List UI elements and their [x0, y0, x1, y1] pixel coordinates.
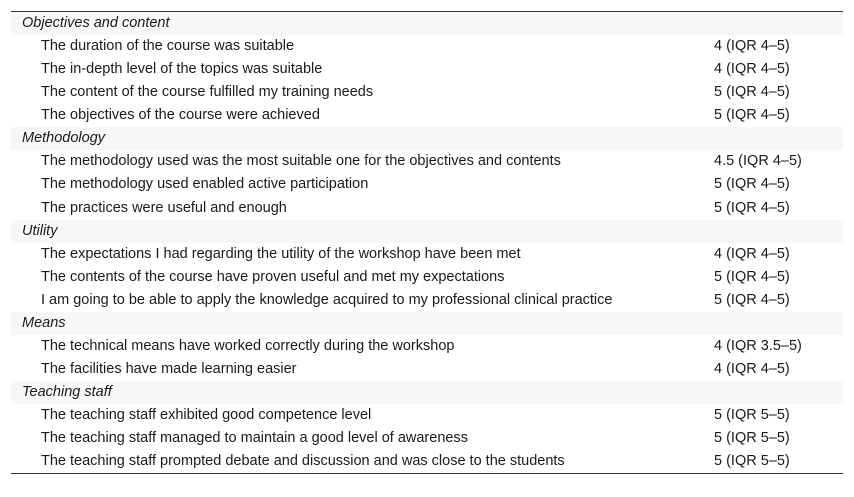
- table-row: [11, 104, 843, 127]
- table-row: [11, 335, 843, 358]
- row-value: 4 (IQR 4–5): [714, 61, 790, 78]
- table-row: [11, 243, 843, 266]
- table-row: [11, 266, 843, 289]
- row-label: I am going to be able to apply the knowledge acquired to my professional clinical practice: [41, 291, 613, 308]
- table-row: [11, 358, 843, 381]
- section-title: Methodology: [11, 127, 843, 150]
- row-label: The teaching staff prompted debate and discussion and was close to the students: [41, 453, 565, 470]
- row-label: The objectives of the course were achieved: [41, 107, 320, 124]
- row-value: 5 (IQR 4–5): [714, 291, 790, 308]
- table-row: [11, 58, 843, 81]
- row-value: 5 (IQR 4–5): [714, 199, 790, 216]
- table-row: [11, 173, 843, 196]
- survey-results-table: [11, 11, 843, 474]
- row-value: 5 (IQR 5–5): [714, 453, 790, 470]
- row-label: The technical means have worked correctly during the workshop: [41, 337, 455, 354]
- row-value: 4 (IQR 4–5): [714, 245, 790, 262]
- row-label: The expectations I had regarding the utility of the workshop have been met: [41, 245, 521, 262]
- table-row: [11, 450, 843, 473]
- row-value: 4.5 (IQR 4–5): [714, 153, 802, 170]
- row-label: The teaching staff managed to maintain a good level of awareness: [41, 430, 468, 447]
- row-label: The teaching staff exhibited good competence level: [41, 407, 372, 424]
- table-row: [11, 35, 843, 58]
- section-title: Utility: [11, 220, 843, 243]
- section-title: Teaching staff: [11, 381, 843, 404]
- row-value: 4 (IQR 4–5): [714, 38, 790, 54]
- table-row: [11, 197, 843, 220]
- row-value: 5 (IQR 4–5): [714, 84, 790, 101]
- row-label: The practices were useful and enough: [41, 199, 287, 216]
- row-value: 5 (IQR 5–5): [714, 430, 790, 447]
- row-label: The facilities have made learning easier: [41, 361, 297, 378]
- section-means: [11, 312, 843, 381]
- row-value: 4 (IQR 3.5–5): [714, 337, 802, 354]
- section-methodology: [11, 127, 843, 219]
- table-row: [11, 404, 843, 427]
- section-utility: [11, 220, 843, 312]
- section-objectives-and-content: [11, 12, 843, 127]
- row-label: The duration of the course was suitable: [41, 38, 295, 54]
- row-value: 5 (IQR 5–5): [714, 407, 790, 424]
- section-title: Means: [11, 312, 843, 335]
- table-row: [11, 150, 843, 173]
- section-teaching-staff: [11, 381, 843, 473]
- table-row: [11, 427, 843, 450]
- table-row: [11, 81, 843, 104]
- row-label: The content of the course fulfilled my training needs: [41, 84, 374, 101]
- row-label: The methodology used enabled active participation: [41, 176, 369, 193]
- row-value: 5 (IQR 4–5): [714, 107, 790, 124]
- row-label: The methodology used was the most suitable one for the objectives and contents: [41, 153, 561, 170]
- row-value: 5 (IQR 4–5): [714, 268, 790, 285]
- row-label: The contents of the course have proven useful and met my expectations: [41, 268, 505, 285]
- row-value: 5 (IQR 4–5): [714, 176, 790, 193]
- row-value: 4 (IQR 4–5): [714, 361, 790, 378]
- row-label: The in-depth level of the topics was suitable: [41, 61, 323, 78]
- table-row: [11, 289, 843, 312]
- section-title: Objectives and content: [11, 12, 843, 35]
